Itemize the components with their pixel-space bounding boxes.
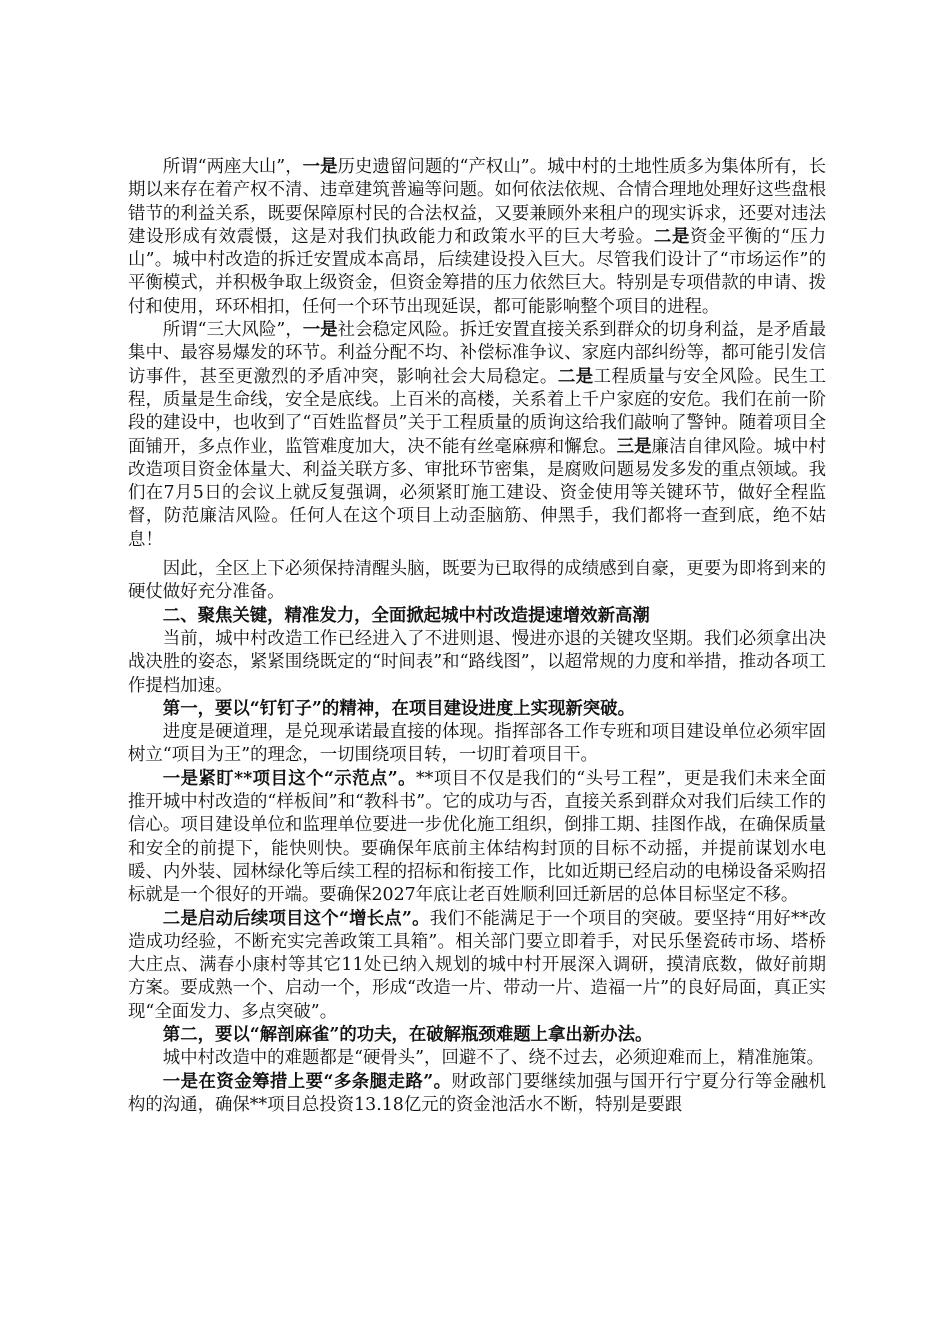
bold-text-segment: 一是 (302, 320, 338, 341)
bold-text-segment: 二是启动后续项目这个“增长点”。 (162, 908, 430, 929)
bold-text-segment: 二、聚焦关键，精准发力，全面掀起城中村改造提速增效新高潮 (162, 605, 650, 626)
paragraph (128, 605, 826, 628)
text-segment: 廉洁自律风险。城中村改造项目资金体量大、利益关联方多、审批环节密集，是腐败问题易发多发的重点领域。我们在7月5日的会议上就反复强调，必须紧盯施工建设、资金使用等关键环节，做好全程监督，防范廉洁风险。任何人在这个项目上动歪脑筋、伸黑手，我们都将一查到底，绝不姑息！ (128, 436, 826, 550)
text-segment: 因此，全区上下必须保持清醒头脑，既要为已取得的成绩感到自豪，更要为即将到来的硬仗做好充分准备。 (128, 559, 826, 603)
paragraph (128, 908, 826, 1024)
paragraph (128, 319, 826, 552)
bold-text-segment: 二是 (653, 226, 691, 247)
paragraph (128, 1071, 826, 1118)
text-segment: 资金平衡的“压力山”。城中村改造的拆迁安置成本高昂，后续建设投入巨大。尽管我们设计了“市场运作”的平衡模式，并积极争取上级资金，但资金筹措的压力依然巨大。特别是专项借款的申请、拨付和使用，环环相扣，任何一个环节出现延误，都可能影响整个项目的进程。 (128, 226, 826, 317)
text-segment: 所谓“三大风险”， (162, 320, 303, 341)
text-segment: 工程质量与安全风险。民生工程，质量是生命线，安全是底线。上百米的高楼，关系着上千户家庭的安危。我们在前一阶段的建设中，也收到了“百姓监督员”关于工程质量的质询这给我们敲响了警钟。随着项目全面铺开，多点作业，监管难度加大，决不能有丝毫麻痹和懈怠。 (128, 366, 826, 457)
text-segment: 财政部门要继续加强与国开行宁夏分行等金融机构的沟通，确保**项目总投资13.18亿元的资金池活水不断，特别是要跟 (128, 1071, 826, 1115)
bold-text-segment: 一是 (302, 157, 338, 177)
document-body (128, 156, 826, 1117)
paragraph (128, 698, 826, 721)
bold-text-segment: 三是 (616, 436, 652, 457)
text-segment: 我们不能满足于一个项目的突破。要坚持“用好**改造成功经验，不断充实完善政策工具箱”。相关部门要立即着手，对民乐堡瓷砖市场、塔桥大庄点、满春小康村等其它11处已纳入规划的城中村开展深入调研，摸清底数，做好前期方案。要成熟一个、启动一个，形成“改造一片、带动一片、造福一片”的良好局面，真正实现“全面发力、多点突破”。 (128, 908, 826, 1022)
text-segment: 进度是硬道理，是兑现承诺最直接的体现。指挥部各工作专班和项目建设单位必须牢固树立“项目为王”的理念，一切围绕项目转，一切盯着项目干。 (128, 722, 826, 766)
text-segment: **项目不仅是我们的“头号工程”，更是我们未来全面推开城中村改造的“样板间”和“教科书”。它的成功与否，直接关系到群众对我们后续工作的信心。项目建设单位和监理单位要进一步优化施工组织，倒排工期、挂图作战，在确保质量和安全的前提下，能快则快。要确保年底前主体结构封顶的目标不动摇，并提前谋划水电暖、内外装、园林绿化等后续工程的招标和衔接工作，比如近期已经启动的电梯设备采购招标就是一个很好的开端。要确保2027年底让老百姓顺利回迁新居的总体目标坚定不移。 (128, 768, 826, 906)
text-segment: 当前，城中村改造工作已经进入了不进则退、慢进亦退的关键攻坚期。我们必须拿出决战决胜的姿态，紧紧围绕既定的“时间表”和“路线图”，以超常规的力度和举措，推动各项工作提档加速。 (128, 628, 826, 696)
paragraph (128, 156, 826, 319)
paragraph (128, 558, 826, 605)
bold-text-segment: 一是紧盯**项目这个“示范点”。 (162, 768, 416, 789)
bold-text-segment: 一是在资金筹措上要“多条腿走路”。 (162, 1071, 452, 1092)
paragraph (128, 768, 826, 908)
paragraph (128, 721, 826, 768)
text-segment: 社会稳定风险。拆迁安置直接关系到群众的切身利益，是矛盾最集中、最容易爆发的环节。利益分配不均、补偿标准争议、家庭内部纠纷等，都可能引发信访事件，甚至更激烈的矛盾冲突，影响社会大局稳定。 (128, 320, 826, 387)
text-segment: 所谓“两座大山”， (162, 157, 303, 177)
bold-text-segment: 第一，要以“钉钉子”的精神，在项目建设进度上实现新突破。 (162, 698, 635, 719)
bold-text-segment: 第二，要以“解剖麻雀”的功夫，在破解瓶颈难题上拿出新办法。 (162, 1024, 653, 1045)
bold-text-segment: 二是 (557, 366, 594, 387)
paragraph (128, 1047, 826, 1070)
text-segment: 历史遗留问题的“产权山”。城中村的土地性质多为集体所有，长期以来存在着产权不清、违章建筑普遍等问题。如何依法依规、合情合理地处理好这些盘根错节的利益关系，既要保障原村民的合法权益，又要兼顾外来租户的现实诉求，还要对违法建设形成有效震慑，这是对我们执政能力和政策水平的巨大考验。 (128, 157, 826, 247)
paragraph (128, 1024, 826, 1047)
paragraph (128, 628, 826, 698)
text-segment: 城中村改造中的难题都是“硬骨头”，回避不了、绕不过去，必须迎难而上，精准施策。 (162, 1048, 825, 1069)
